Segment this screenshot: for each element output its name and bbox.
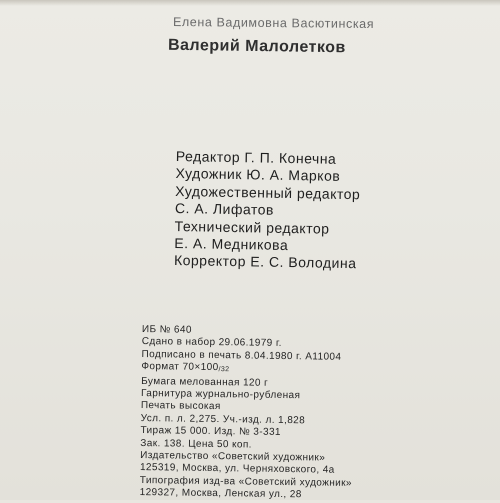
imprint-line: Печать высокая xyxy=(140,400,221,413)
imprint-line: Гарнитура журнально-рубленая xyxy=(140,388,301,402)
credit-line: Редактор Г. П. Конечна xyxy=(175,148,337,167)
credit-line: Технический редактор xyxy=(174,217,330,237)
imprint-line: Усл. п. л. 2,275. Уч.-изд. л. 1,828 xyxy=(140,412,306,427)
credit-line: С. А. Лифатов xyxy=(174,200,275,218)
book-title: Валерий Малолетков xyxy=(167,36,346,57)
imprint-line: 129327, Москва, Ленская ул., 28 xyxy=(139,487,302,501)
imprint-line: Бумага мелованная 120 г xyxy=(141,375,269,389)
imprint-line: ИБ № 640 xyxy=(141,324,192,336)
author-name: Елена Вадимовна Васютинская xyxy=(172,14,375,32)
imprint-line: Зак. 138. Цена 50 коп. xyxy=(140,437,252,451)
format-times-sign: × xyxy=(194,361,201,374)
imprint-line: 125319, Москва, ул. Черняховского, 4а xyxy=(139,462,335,477)
imprint-line: Типография изд-ва «Советский художник» xyxy=(139,474,352,489)
credit-line: Художественный редактор xyxy=(175,182,361,203)
format-prefix: Формат 70 xyxy=(141,361,195,373)
page-top-edge xyxy=(0,0,500,6)
credit-line: Е. А. Медникова xyxy=(174,235,289,254)
format-fraction: /32 xyxy=(218,366,230,374)
format-mid: 100 xyxy=(200,362,219,374)
imprint-line: Издательство «Советский художник» xyxy=(140,450,326,464)
imprint-line: Подписано в печать 8.04.1980 г. А11004 xyxy=(141,348,342,363)
imprint-line: Тираж 15 000. Изд. № 3-331 xyxy=(140,425,281,439)
credits-block xyxy=(174,148,361,273)
imprint-block xyxy=(140,324,355,503)
credit-line: Корректор Е. С. Володина xyxy=(173,252,357,272)
imprint-line: Сдано в набор 29.06.1979 г. xyxy=(141,336,282,350)
credit-line: Художник Ю. А. Марков xyxy=(175,165,341,185)
